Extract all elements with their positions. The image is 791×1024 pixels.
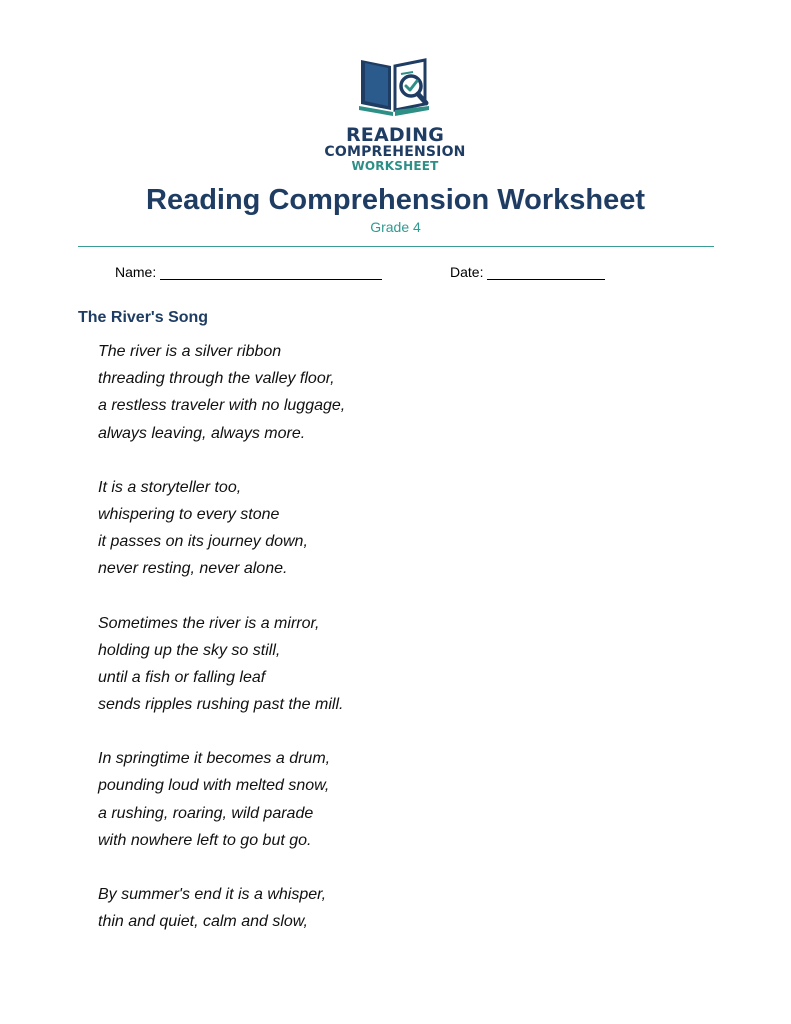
date-field [450, 264, 605, 280]
page-title: Reading Comprehension Worksheet [146, 184, 645, 216]
poem-title: The River's Song [78, 309, 209, 326]
grade-label: Grade 4 [370, 219, 421, 235]
poem-line: In springtime it becomes a drum, [98, 750, 331, 768]
poem-line: always leaving, always more. [98, 424, 306, 442]
poem-line: whispering to every stone [98, 505, 280, 523]
poem-stanza [98, 338, 698, 447]
poem-line: It is a storyteller too, [98, 478, 242, 496]
logo-text-worksheet: WORKSHEET [351, 159, 439, 173]
poem-line: holding up the sky so still, [98, 641, 281, 659]
poem-line: sends ripples rushing past the mill. [98, 696, 344, 714]
logo-text-reading: READING [345, 124, 445, 146]
poem-line: threading through the valley floor, [98, 370, 335, 388]
poem-stanza [98, 610, 698, 719]
poem-line: pounding loud with melted snow, [98, 777, 330, 795]
poem-line: never resting, never alone. [98, 560, 288, 578]
date-blank-line[interactable] [487, 265, 605, 280]
poem-body [98, 338, 698, 962]
poem-line: Sometimes the river is a mirror, [98, 614, 320, 632]
poem-line: it passes on its journey down, [98, 533, 308, 551]
poem-line: a restless traveler with no luggage, [98, 397, 346, 415]
poem-stanza [98, 745, 698, 854]
poem-line: until a fish or falling leaf [98, 668, 266, 686]
poem-line: The river is a silver ribbon [98, 343, 282, 360]
name-label: Name: [115, 264, 157, 280]
poem-line: By summer's end it is a whisper, [98, 886, 327, 903]
poem-line: thin and quiet, calm and slow, [98, 913, 308, 931]
poem-stanza [98, 881, 698, 935]
logo-text-comprehension: COMPREHENSION [324, 144, 466, 160]
date-label: Date: [450, 264, 484, 280]
header-divider [78, 246, 714, 247]
poem-stanza [98, 474, 698, 583]
poem-line: a rushing, roaring, wild parade [98, 804, 314, 822]
open-book-magnifier-check-icon [355, 54, 435, 118]
poem-line: with nowhere left to go but go. [98, 831, 312, 849]
worksheet-logo [316, 54, 474, 178]
name-field [115, 264, 382, 280]
name-blank-line[interactable] [160, 265, 382, 280]
